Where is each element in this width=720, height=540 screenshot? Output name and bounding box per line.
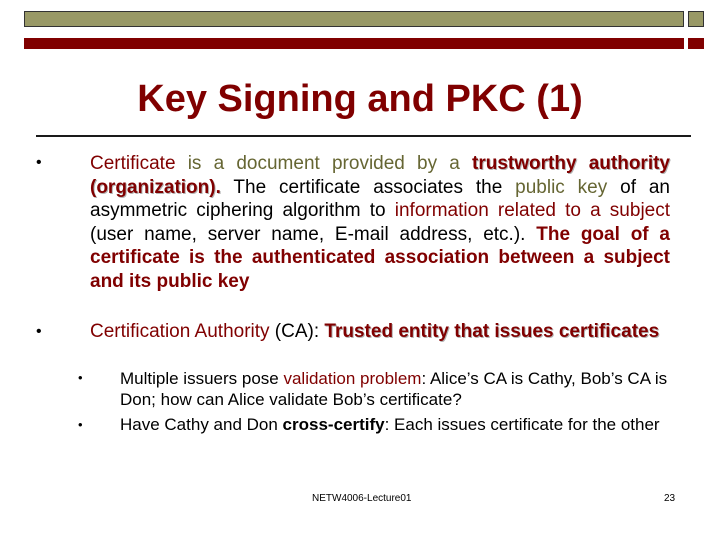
- text-segment: Have Cathy and Don: [120, 415, 283, 434]
- text-segment: : Alice’s CA is Cathy, Bob’s CA is Don; how can Alice validate Bob’s certificate?: [120, 369, 668, 409]
- text-segment: of an asymmetric ciphering algorithm to: [90, 176, 670, 221]
- text-segment: is a document provided by a: [175, 153, 473, 174]
- term-trustworthy-authority: trustworthy authority (organization).: [90, 153, 670, 198]
- term-validation-problem: validation problem: [283, 369, 422, 388]
- term-certificate: Certificate: [90, 153, 176, 174]
- bullet-2-marker: •: [36, 323, 42, 340]
- term-public-key: public key: [515, 176, 608, 198]
- slide-title: Key Signing and PKC (1): [137, 78, 583, 120]
- olive-strip: [24, 11, 684, 27]
- bullet-1-text: [90, 152, 670, 293]
- sub-bullet-1-marker: •: [78, 370, 83, 385]
- term-information: information related to a subject: [394, 200, 671, 221]
- bullet-2-text: [90, 320, 670, 344]
- text-segment: Multiple issuers pose: [120, 369, 284, 388]
- text-segment: (CA):: [269, 321, 325, 342]
- sub-bullet-2-marker: •: [78, 417, 83, 432]
- term-trusted-entity: Trusted entity that issues certificates: [324, 321, 660, 342]
- goal-statement: The goal of a certificate is the authenticated association between a subject and its public key: [90, 223, 670, 292]
- text-segment: : Each issues certificate for the other: [384, 415, 660, 434]
- title-divider: [36, 135, 691, 137]
- sub-bullet-1-text: [120, 368, 680, 410]
- text-segment: (user name, server name, E-mail address, etc.).: [90, 223, 537, 245]
- maroon-strip: [24, 38, 684, 49]
- decorative-top-bar: [24, 11, 707, 39]
- maroon-square: [688, 38, 704, 49]
- sub-bullet-2-text: [120, 414, 680, 435]
- term-cross-certify: cross-certify: [282, 415, 385, 434]
- page-number: 23: [664, 493, 676, 504]
- text-segment: The certificate associates the: [220, 176, 516, 198]
- olive-square: [688, 11, 704, 27]
- slide-footer: NETW4006-Lecture01: [312, 493, 412, 504]
- term-certification-authority: Certification Authority: [90, 321, 270, 342]
- bullet-1-marker: •: [36, 154, 42, 171]
